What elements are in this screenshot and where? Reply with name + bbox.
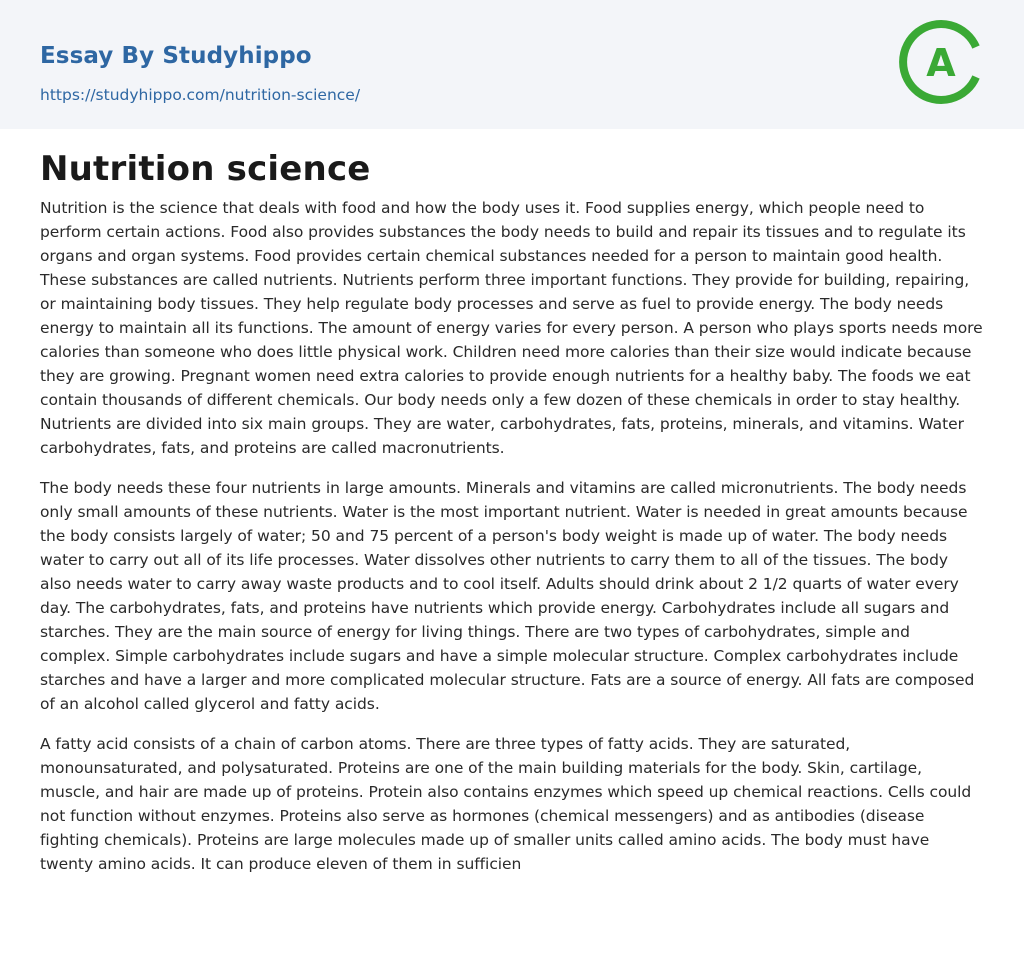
article-paragraph: A fatty acid consists of a chain of carbon atoms. There are three types of fatty acids. They are saturated, monounsaturated, and polysaturated. Proteins are one of the main building materials for the body. Skin, cartilage, muscle, and hair are made up of proteins. Protein also contains enzymes which speed up chemical reactions. Cells could not function without enzymes. Proteins also serve as hormones (chemical messengers) and as antibodies (disease fighting chemicals). Proteins are large molecules made up of smaller units called amino acids. The body must have twenty amino acids. It can produce eleven of them in sufficien [40, 735, 972, 873]
site-header [0, 0, 1024, 129]
article [0, 129, 1024, 876]
logo-letter: A [926, 41, 956, 85]
page-title: Nutrition science [40, 149, 371, 189]
source-url-link[interactable]: https://studyhippo.com/nutrition-science/ [40, 86, 361, 104]
studyhippo-logo-icon[interactable] [898, 19, 984, 105]
logo-graphic [898, 19, 984, 105]
article-paragraph: Nutrition is the science that deals with food and how the body uses it. Food supplies energy, which people need to perform certain actions. Food also provides substances the body needs to build and repair its tissues and to regulate its organs and organ systems. Food provides certain chemical substances needed for a person to maintain good health. These substances are called nutrients. Nutrients perform three important functions. They provide for building, repairing, or maintaining body tissues. They help regulate body processes and serve as fuel to provide energy. The body needs energy to maintain all its functions. The amount of energy varies for every person. A person who plays sports needs more calories than someone who does little physical work. Children need more calories than their size would indicate because they are growing. Pregnant women need extra calories to provide enough nutrients for a healthy baby. The foods we eat contain thousands of different chemicals. Our body needs only a few dozen of these chemicals in order to stay healthy. Nutrients are divided into six main groups. They are water, carbohydrates, fats, proteins, minerals, and vitamins. Water carbohydrates, fats, and proteins are called macronutrients. [40, 199, 983, 457]
brand-title[interactable]: Essay By Studyhippo [40, 43, 312, 69]
article-paragraph: The body needs these four nutrients in large amounts. Minerals and vitamins are called micronutrients. The body needs only small amounts of these nutrients. Water is the most important nutrient. Water is needed in great amounts because the body consists largely of water; 50 and 75 percent of a person's body weight is made up of water. The body needs water to carry out all of its life processes. Water dissolves other nutrients to carry them to all of the tissues. The body also needs water to carry away waste products and to cool itself. Adults should drink about 2 1/2 quarts of water every day. The carbohydrates, fats, and proteins have nutrients which provide energy. Carbohydrates include all sugars and starches. They are the main source of energy for living things. There are two types of carbohydrates, simple and complex. Simple carbohydrates include sugars and have a simple molecular structure. Complex carbohydrates include starches and have a larger and more complicated molecular structure. Fats are a source of energy. All fats are composed of an alcohol called glycerol and fatty acids. [40, 479, 975, 713]
